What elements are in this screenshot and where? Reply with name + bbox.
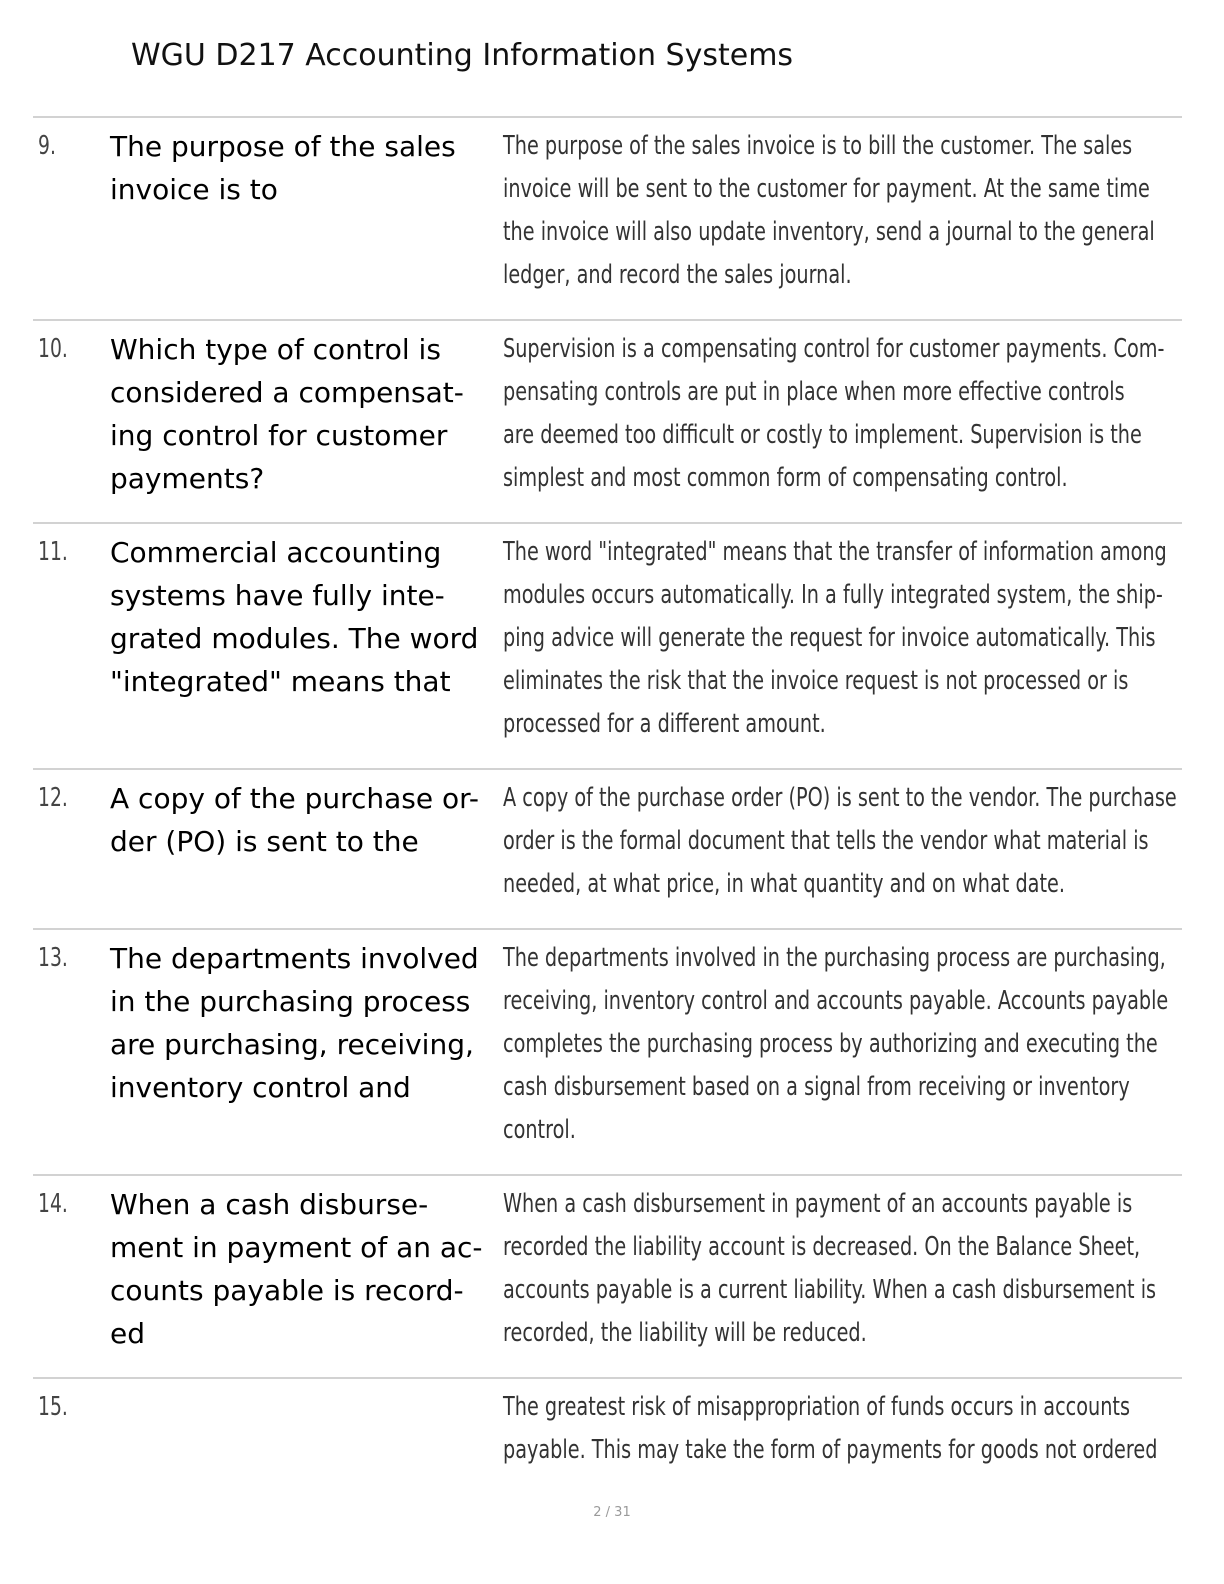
card-number: 12. (38, 783, 68, 813)
card-term (110, 1386, 503, 1487)
card-term: When a cash disburse- ment in payment of an ac- counts payable is record- ed (110, 1188, 483, 1350)
card-definition: When a cash disbursement in payment of an accounts payable is recorded the liability account is decreased. On the Balance Sheet, accounts payable is a current liability. When a cash disbursement is recorded, the liability will be reduced. (503, 1189, 1157, 1348)
card-term: A copy of the purchase or- der (PO) is sent to the (110, 782, 479, 858)
flashcard-item (33, 1377, 1182, 1487)
card-number: 11. (38, 537, 68, 567)
card-term: The purpose of the sales invoice is to (110, 130, 456, 206)
page-number: 2 / 31 (593, 1505, 631, 1520)
card-definition: The greatest risk of misappropriation of funds occurs in accounts payable. This may take the form of payments for goods not ordered (503, 1392, 1158, 1465)
card-definition: The purpose of the sales invoice is to bill the customer. The sales invoice will be sent to the customer for payment. At the same time the invoice will also update inventory, send a journal to the general ledger, and record the sales journal. (503, 131, 1155, 290)
document-title: WGU D217 Accounting Information Systems (131, 38, 794, 73)
card-number: 15. (38, 1392, 68, 1422)
flashcard-item (33, 768, 1182, 928)
card-definition: A copy of the purchase order (PO) is sent to the vendor. The purchase order is the formal document that tells the vendor what material is needed, at what price, in what quantity and on what date. (503, 783, 1177, 899)
flashcard-item (33, 928, 1182, 1174)
card-number: 10. (38, 334, 68, 364)
card-number: 13. (38, 943, 68, 973)
card-term: Which type of control is considered a compensat- ing control for customer payments? (110, 333, 464, 495)
flashcard-list (33, 116, 1182, 1487)
card-term: The departments involved in the purchasing process are purchasing, receiving, inventory control and (110, 942, 479, 1104)
card-definition: The departments involved in the purchasing process are purchasing, receiving, inventory control and accounts payable. Accounts payable completes the purchasing process by authorizing and executing the cash disbursement based on a signal from receiving or inventory control. (503, 943, 1169, 1145)
card-term: Commercial accounting systems have fully inte- grated modules. The word "integrated" means that (110, 536, 479, 698)
card-number: 14. (38, 1189, 68, 1219)
flashcard-item (33, 116, 1182, 319)
card-definition: The word "integrated" means that the transfer of information among modules occurs automatically. In a fully integrated system, the ship- ping advice will generate the request for invoice automatically. This eliminates the risk that the invoice request is not processed or is processed for a different amount. (503, 537, 1167, 739)
card-definition: Supervision is a compensating control for customer payments. Com- pensating controls are put in place when more effective controls are deemed too difficult or costly to implement. Supervision is the simplest and most common form of compensating control. (503, 334, 1165, 493)
flashcard-item (33, 319, 1182, 522)
flashcard-item (33, 1174, 1182, 1377)
flashcard-item (33, 522, 1182, 768)
card-number: 9. (38, 131, 56, 161)
